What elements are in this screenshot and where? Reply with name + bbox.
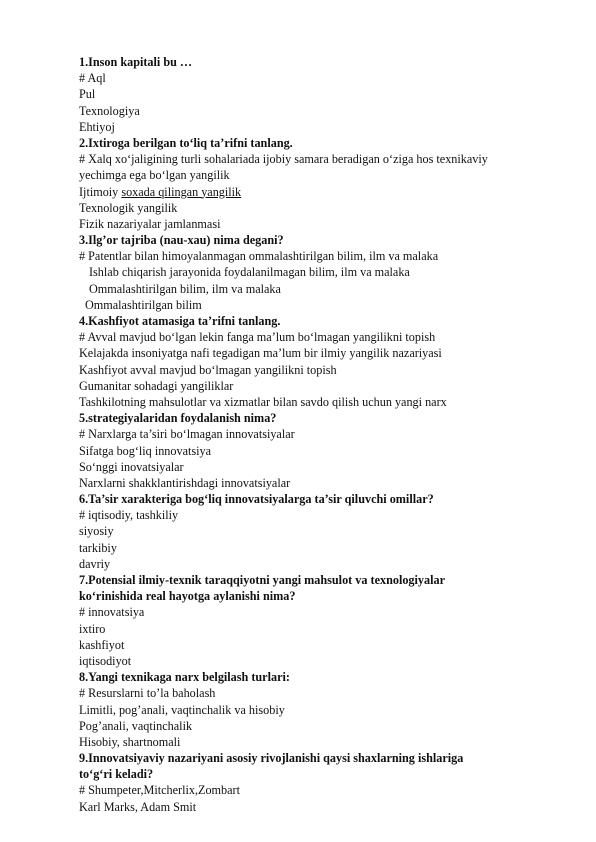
answer-option: siyosiy bbox=[79, 524, 114, 539]
answer-option-correct: # Narxlarga ta’siri bo‘lmagan innovatsiyalar bbox=[79, 427, 295, 442]
answer-option-correct: # Patentlar bilan himoyalanmagan ommalashtirilgan bilim, ilm va malaka bbox=[79, 249, 439, 264]
answer-option: kashfiyot bbox=[79, 637, 125, 652]
question-title: 1.Inson kapitali bu … bbox=[79, 55, 193, 69]
answer-option-correct: # Avval mavjud bo‘lgan lekin fanga ma’lum bo‘lmagan yangilikni topish bbox=[79, 330, 436, 345]
answer-option: Fizik nazariyalar jamlanmasi bbox=[79, 216, 221, 231]
question-title: 6.Ta’sir xarakteriga bog‘liq innovatsiyalarga ta’sir qiluvchi omillar? bbox=[79, 492, 434, 507]
answer-option: ixtiro bbox=[79, 621, 106, 636]
answer-option: So‘nggi inovatsiyalar bbox=[79, 459, 184, 474]
question-title-continuation: to‘g‘ri keladi? bbox=[79, 767, 154, 782]
question-title: 8.Yangi texnikaga narx belgilash turlari: bbox=[79, 670, 290, 685]
document-page bbox=[79, 54, 579, 815]
answer-option: Karl Marks, Adam Smit bbox=[79, 799, 197, 814]
answer-option: Kashfiyot avval mavjud bo‘lmagan yangilikni topish bbox=[79, 362, 337, 377]
answer-option: Pul bbox=[79, 87, 96, 102]
question-title: 3.Ilg’or tajriba (nau-xau) nima degani? bbox=[79, 233, 284, 248]
question-title: 5.strategiyalaridan foydalanish nima? bbox=[79, 411, 277, 426]
answer-option: Ehtiyoj bbox=[79, 119, 115, 134]
answer-option: Texnologiya bbox=[79, 103, 140, 118]
answer-option: Pog’anali, vaqtinchalik bbox=[79, 718, 193, 733]
answer-option-continuation: yechimga ega bo‘lgan yangilik bbox=[79, 168, 230, 183]
question-title: 4.Kashfiyot atamasiga ta’rifni tanlang. bbox=[79, 314, 281, 328]
answer-text-underlined: soxada qilingan yangilik bbox=[121, 184, 242, 199]
answer-text: Ijtimoiy bbox=[79, 184, 122, 199]
question-title-continuation: ko‘rinishida real hayotga aylanishi nima? bbox=[79, 589, 296, 604]
answer-option-correct: # Resurslarni to’la baholash bbox=[79, 686, 216, 701]
answer-option: Limitli, pog’anali, vaqtinchalik va hisobiy bbox=[79, 702, 285, 717]
answer-option: Texnologik yangilik bbox=[79, 200, 178, 215]
answer-option-correct: # Aql bbox=[79, 71, 106, 86]
answer-option: Sifatga bog‘liq innovatsiya bbox=[79, 443, 212, 458]
answer-option-correct: # Shumpeter,Mitcherlix,Zombart bbox=[79, 783, 240, 798]
answer-option: Ommalashtirilgan bilim, ilm va malaka bbox=[89, 281, 281, 296]
answer-option: Kelajakda insoniyatga nafi tegadigan ma’lum bir ilmiy yangilik nazariyasi bbox=[79, 346, 442, 361]
answer-option: Tashkilotning mahsulotlar va xizmatlar bilan savdo qilish uchun yangi narx bbox=[79, 394, 447, 409]
answer-option: Ommalashtirilgan bilim bbox=[85, 297, 202, 312]
question-title: 9.Innovatsiyaviy nazariyani asosiy rivojlanishi qaysi shaxlarning ishlariga bbox=[79, 751, 464, 766]
answer-option: Ishlab chiqarish jarayonida foydalanilmagan bilim, ilm va malaka bbox=[89, 265, 410, 280]
answer-option: iqtisodiyot bbox=[79, 653, 132, 668]
answer-option: Gumanitar sohadagi yangiliklar bbox=[79, 378, 234, 393]
answer-option-correct: # iqtisodiy, tashkiliy bbox=[79, 508, 179, 523]
answer-option: Hisobiy, shartnomali bbox=[79, 734, 181, 749]
answer-option: davriy bbox=[79, 556, 111, 571]
question-title: 7.Potensial ilmiy-texnik taraqqiyotni yangi mahsulot va texnologiyalar bbox=[79, 573, 445, 587]
answer-option-correct: # Xalq xo‘jaligining turli sohalariada ijobiy samara beradigan o‘ziga hos texnikaviy bbox=[79, 152, 488, 167]
question-title: 2.Ixtiroga berilgan to‘liq ta’rifni tanlang. bbox=[79, 135, 293, 150]
answer-option: Narxlarni shakklantirishdagi innovatsiyalar bbox=[79, 475, 291, 490]
answer-option-correct: # innovatsiya bbox=[79, 605, 145, 620]
answer-option bbox=[79, 184, 579, 200]
answer-option: tarkibiy bbox=[79, 540, 117, 555]
